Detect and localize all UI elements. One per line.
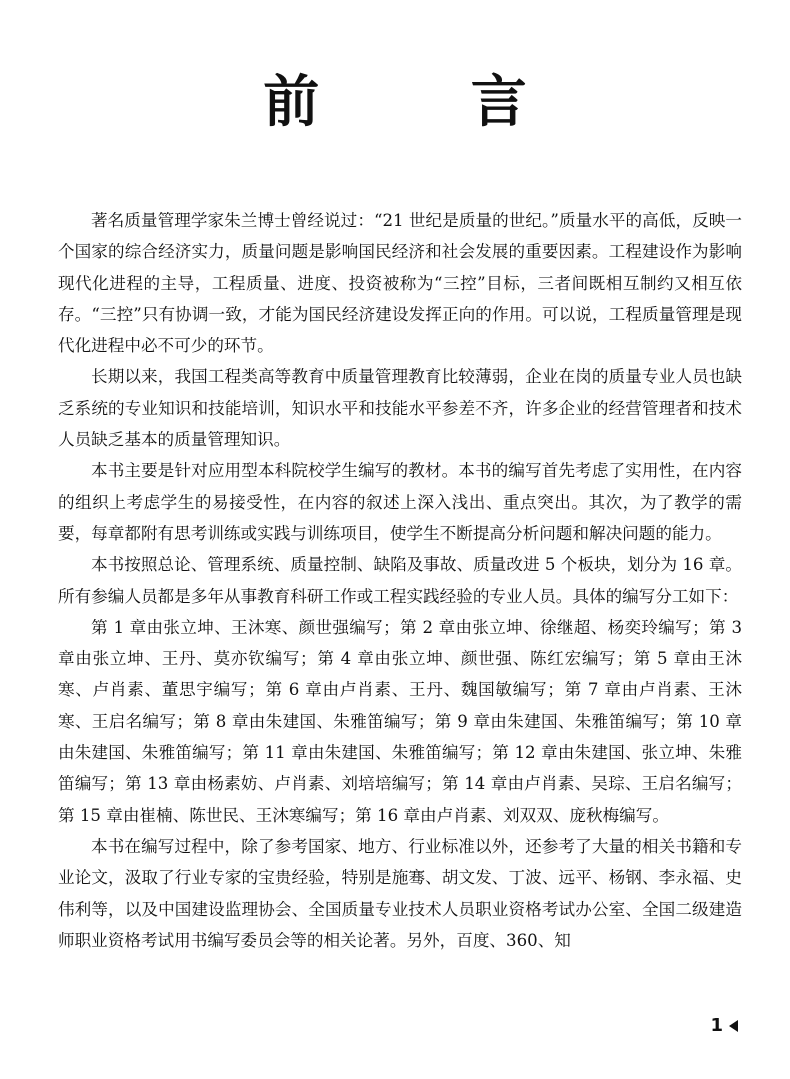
paragraph-6: 本书在编写过程中，除了参考国家、地方、行业标准以外，还参考了大量的相关书籍和专业论文，汲取了行业专家的宝贵经验，特别是施骞、胡文发、丁波、远平、杨钢、李永福、史伟利等，以及中国建设监理协会、全国质量专业技术人员职业资格考试办公室、全国二级建造师职业资格考试用书编写委员会等的相关论著。另外，百度、360、知 bbox=[58, 836, 742, 950]
paragraph-3: 本书主要是针对应用型本科院校学生编写的教材。本书的编写首先考虑了实用性，在内容的组织上考虑学生的易接受性，在内容的叙述上深入浅出、重点突出。其次，为了教学的需要，每章都附有思考训练或实践与训练项目，使学生不断提高分析问题和解决问题的能力。 bbox=[58, 461, 742, 543]
page-title: 前 言 bbox=[263, 70, 593, 135]
page-number-footer bbox=[710, 1016, 738, 1036]
preface-body bbox=[58, 205, 742, 956]
page-number: 1 bbox=[710, 1015, 723, 1036]
paragraph-2: 长期以来，我国工程类高等教育中质量管理教育比较薄弱，企业在岗的质量专业人员也缺乏系统的专业知识和技能培训，知识水平和技能水平参差不齐，许多企业的经营管理者和技术人员缺乏基本的质量管理知识。 bbox=[58, 367, 742, 450]
paragraph-1: 著名质量管理学家朱兰博士曾经说过：“21 世纪是质量的世纪。”质量水平的高低，反映一个国家的综合经济实力，质量问题是影响国民经济和社会发展的重要因素。工程建设作为影响现代化进程的主导，工程质量、进度、投资被称为“三控”目标，三者间既相互制约又相互依存。“三控”只有协调一致，才能为国民经济建设发挥正向的作用。可以说，工程质量管理是现代化进程中必不可少的环节。 bbox=[58, 211, 742, 356]
left-triangle-icon bbox=[729, 1020, 738, 1032]
paragraph-4: 本书按照总论、管理系统、质量控制、缺陷及事故、质量改进 5 个板块，划分为 16 章。所有参编人员都是多年从事教育科研工作或工程实践经验的专业人员。具体的编写分工如下： bbox=[58, 555, 742, 606]
paragraph-5: 第 1 章由张立坤、王沐寒、颜世强编写；第 2 章由张立坤、徐继超、杨奕玲编写；第 3 章由张立坤、王丹、莫亦钦编写；第 4 章由张立坤、颜世强、陈红宏编写；第 5 章由王沐寒、卢肖素、董思宇编写；第 6 章由卢肖素、王丹、魏国敏编写；第 7 章由卢肖素、王沐寒、王启名编写；第 8 章由朱建国、朱雅笛编写；第 9 章由朱建国、朱雅笛编写；第 10 章由朱建国、朱雅笛编写；第 11 章由朱建国、朱雅笛编写；第 12 章由朱建国、张立坤、朱雅笛编写；第 13 章由杨素妨、卢肖素、刘培培编写；第 14 章由卢肖素、吴琮、王启名编写；第 15 章由崔楠、陈世民、王沐寒编写；第 16 章由卢肖素、刘双双、庞秋梅编写。 bbox=[58, 617, 742, 825]
